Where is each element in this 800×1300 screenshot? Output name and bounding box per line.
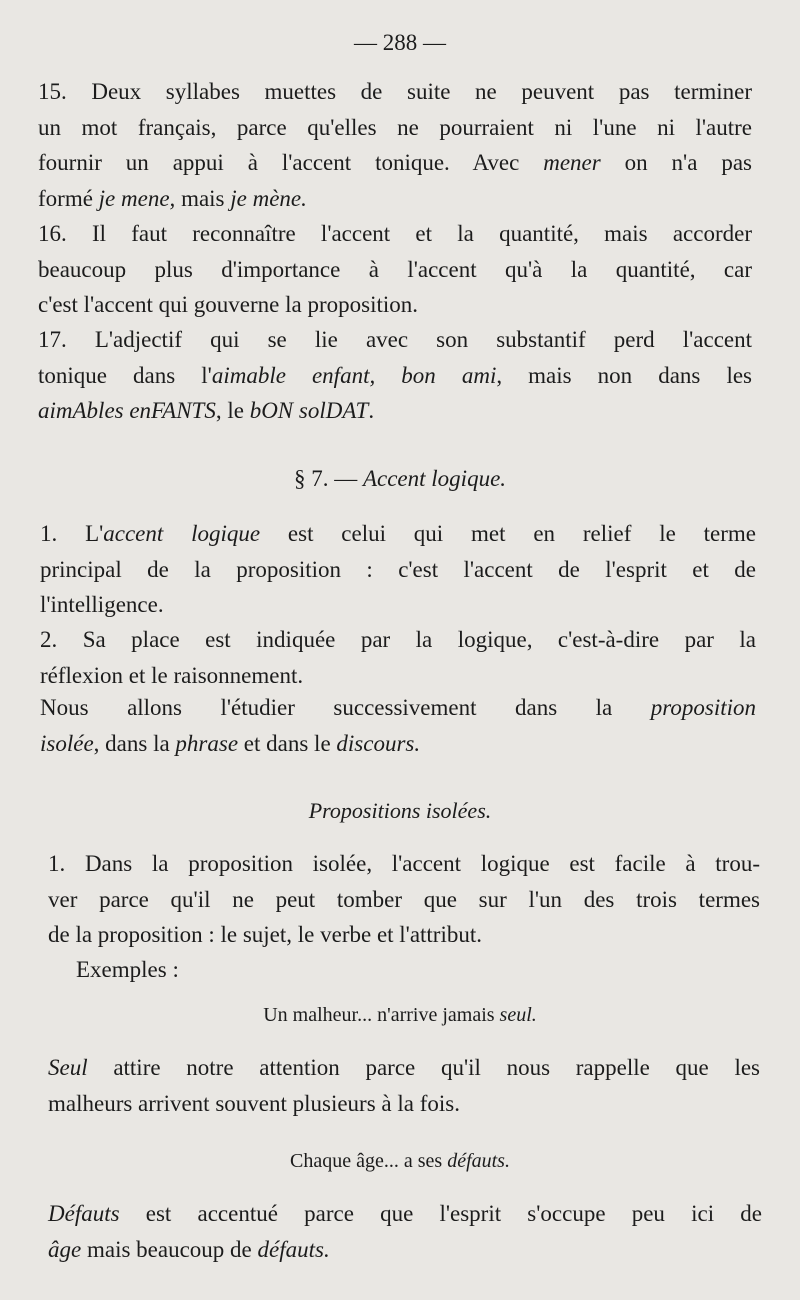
- italic-run: mener: [543, 150, 601, 175]
- text-line: 15. Deux syllabes muettes de suite ne peuvent pas terminer: [38, 79, 752, 104]
- text-line: 16. Il faut reconnaître l'accent et la quantité, mais accorder: [38, 221, 752, 246]
- text-line: fournir un appui à l'accent tonique. Avec mener on n'a pas: [38, 150, 752, 175]
- text-line: 1. L'accent logique est celui qui met en relief le terme: [40, 521, 756, 546]
- text-line: de la proposition : le sujet, le verbe et l'attribut.: [48, 922, 483, 947]
- text-line: 2. Sa place est indiquée par la logique, c'est-à-dire par la: [40, 627, 756, 652]
- subsection-heading: [0, 798, 800, 824]
- italic-run: seul.: [499, 1004, 537, 1026]
- text-line: aimAbles enFANTS, le bON solDAT.: [38, 398, 375, 423]
- text-line: malheurs arrivent souvent plusieurs à la fois.: [48, 1090, 460, 1116]
- text-line: principal de la proposition : c'est l'accent de l'esprit et de: [40, 556, 756, 582]
- italic-run: phrase: [175, 730, 239, 756]
- italic-run: proposition: [650, 695, 756, 720]
- logic-intro: [40, 690, 756, 761]
- text-line: âge mais beaucoup de défauts.: [48, 1236, 330, 1262]
- italic-run: défauts.: [257, 1236, 330, 1262]
- text-line: ver parce qu'il ne peut tomber que sur l'un des trois termes: [48, 886, 760, 912]
- text-line: 1. Dans la proposition isolée, l'accent logique est facile à trou-: [48, 851, 760, 876]
- rule-16: [38, 216, 752, 323]
- italic-run: aimAbles enFANTS: [38, 398, 216, 423]
- text-line: réflexion et le raisonnement.: [40, 662, 304, 688]
- italic-run: âge: [48, 1236, 82, 1262]
- italic-run: aimable enfant, bon ami: [211, 362, 497, 388]
- text-line: 17. L'adjectif qui se lie avec son substantif perd l'accent: [38, 327, 752, 352]
- text-line: formé je mene, mais je mène.: [38, 185, 307, 211]
- page-number: — 288 —: [354, 30, 446, 55]
- subsection-title: Propositions isolées.: [308, 798, 492, 823]
- example-1-explanation: [48, 1050, 760, 1121]
- text-line: Défauts est accentué parce que l'esprit s'occupe peu ici de: [48, 1201, 762, 1226]
- text-line: beaucoup plus d'importance à l'accent qu'à la quantité, car: [38, 256, 752, 282]
- text-line: l'intelligence.: [40, 592, 164, 617]
- text-line: isolée, dans la phrase et dans le discours.: [40, 730, 421, 756]
- text-line: Nous allons l'étudier successivement dans la proposition: [40, 695, 756, 720]
- examples-label: Exemples :: [76, 957, 179, 982]
- example-2-explanation: [48, 1196, 762, 1267]
- italic-run: défauts.: [447, 1150, 510, 1172]
- italic-run: isolée: [40, 730, 94, 756]
- logic-rule-2: [40, 622, 756, 693]
- section-heading: [0, 466, 800, 492]
- rule-17: [38, 322, 752, 429]
- text-line: Seul attire notre attention parce qu'il nous rappelle que les: [48, 1055, 760, 1080]
- example-1: Un malheur... n'arrive jamais seul.: [263, 1004, 537, 1026]
- italic-run: je mène.: [230, 185, 307, 211]
- italic-run: accent logique: [103, 521, 261, 546]
- example-2: Chaque âge... a ses défauts.: [290, 1150, 510, 1172]
- rule-15: [38, 74, 752, 216]
- isolated-rule-1: [48, 846, 760, 953]
- italic-run: je mene,: [98, 185, 176, 211]
- text-line: tonique dans l'aimable enfant, bon ami, mais non dans les: [38, 362, 752, 388]
- italic-run: bON solDAT: [249, 398, 369, 423]
- logic-rule-1: [40, 516, 756, 623]
- section-prefix: § 7. —: [293, 466, 363, 491]
- text-line: c'est l'accent qui gouverne la proposition.: [38, 292, 419, 317]
- italic-run: Seul: [48, 1055, 88, 1080]
- italic-run: Défauts: [48, 1201, 120, 1226]
- text-line: un mot français, parce qu'elles ne pourraient ni l'une ni l'autre: [38, 114, 752, 140]
- section-title: Accent logique.: [362, 466, 507, 491]
- italic-run: discours.: [336, 730, 421, 756]
